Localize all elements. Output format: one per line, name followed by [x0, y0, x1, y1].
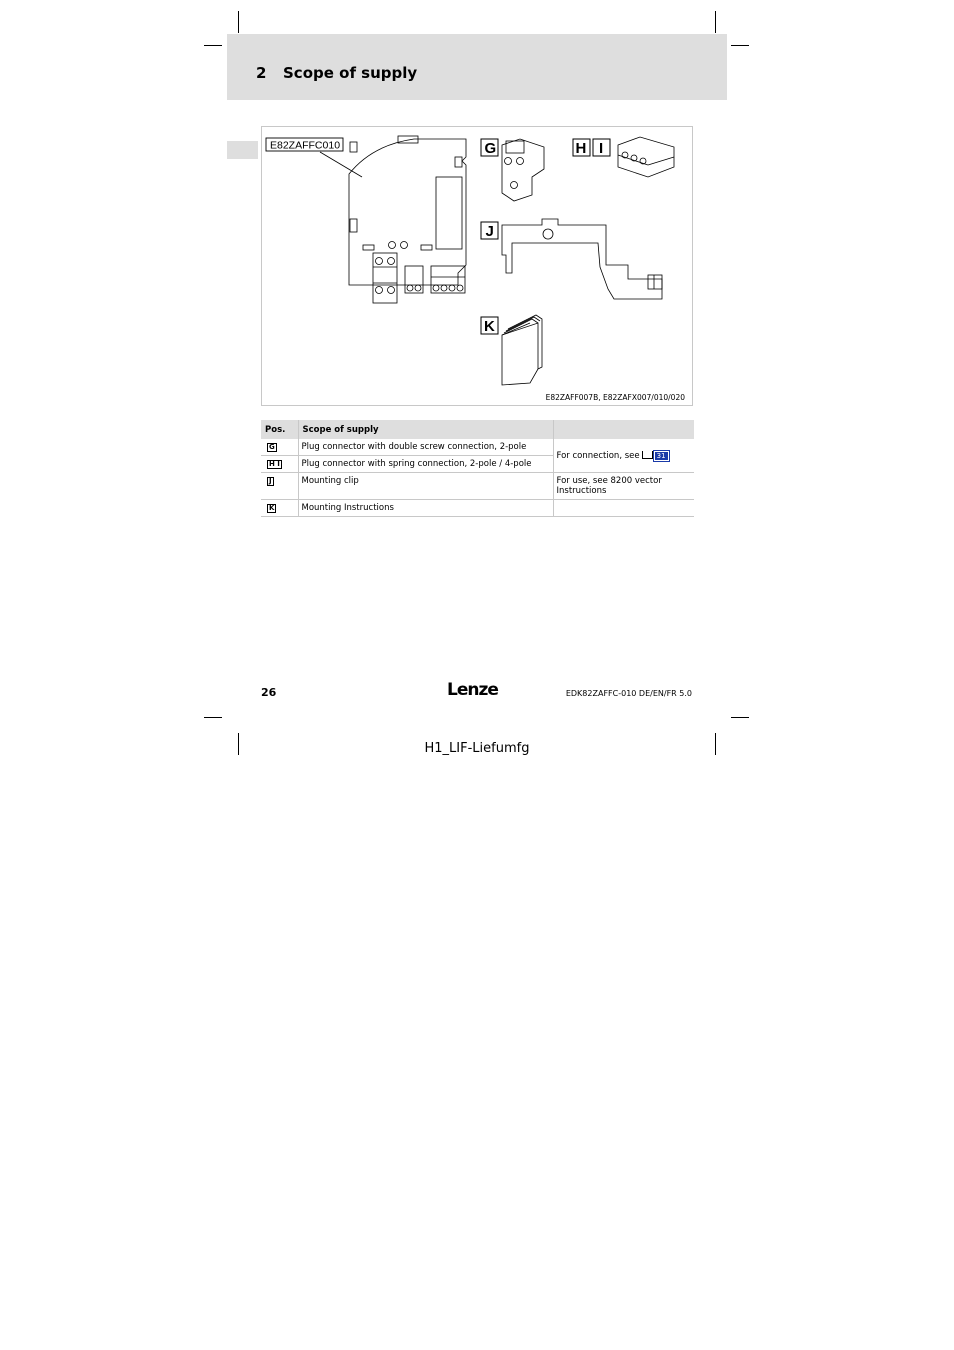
brand-logo: Lenze [447, 680, 498, 700]
table-row [261, 473, 694, 500]
table-row [261, 439, 694, 456]
table-header-row [261, 420, 694, 439]
crop-mark [731, 717, 749, 718]
pos-label: H I [269, 460, 280, 468]
scope-cell: Mounting clip [298, 473, 553, 500]
file-label: H1_LIF-Liefumfg [424, 741, 530, 756]
label-h: H [575, 140, 587, 157]
label-g: G [484, 140, 497, 157]
document-id: EDK82ZAFFC-010 DE/EN/FR 5.0 [565, 689, 692, 698]
page-reference-link[interactable]: 31 [656, 451, 666, 460]
figure-caption: E82ZAFF007B, E82ZAFX007/010/020 [545, 393, 685, 402]
pos-label: J [269, 477, 272, 485]
scope-of-supply-figure [261, 126, 693, 406]
scope-cell: Plug connector with spring connection, 2-pole / 4-pole [298, 456, 553, 473]
scope-cell: Mounting Instructions [298, 500, 553, 517]
module-outline [349, 139, 466, 285]
scope-cell: Plug connector with double screw connection, 2-pole [298, 439, 553, 456]
chapter-title-text: Scope of supply [283, 64, 418, 82]
chapter-title [256, 64, 417, 82]
connection-note-cell [553, 439, 694, 473]
crop-mark [204, 717, 222, 718]
note-cell [553, 500, 694, 517]
label-k: K [484, 318, 495, 335]
header-scope: Scope of supply [298, 420, 553, 439]
crop-mark [238, 11, 239, 33]
header-note [553, 420, 694, 439]
page-number: 26 [261, 686, 277, 699]
book-icon [642, 451, 653, 459]
label-i: I [599, 140, 604, 157]
note-cell: For use, see 8200 vector Instructions [553, 473, 694, 500]
pos-label: K [269, 504, 275, 512]
figure-drawing [262, 127, 694, 407]
label-j: J [485, 223, 494, 240]
crop-mark [204, 45, 222, 46]
device-label: E82ZAFFC010 [270, 139, 341, 152]
chapter-side-tab [227, 141, 258, 159]
connection-note: For connection, see [556, 450, 640, 461]
table-row [261, 500, 694, 517]
pos-label: G [269, 443, 275, 451]
header-pos: Pos. [261, 420, 298, 439]
crop-mark [731, 45, 749, 46]
scope-table [261, 420, 694, 517]
crop-mark [715, 11, 716, 33]
chapter-number: 2 [256, 64, 267, 82]
